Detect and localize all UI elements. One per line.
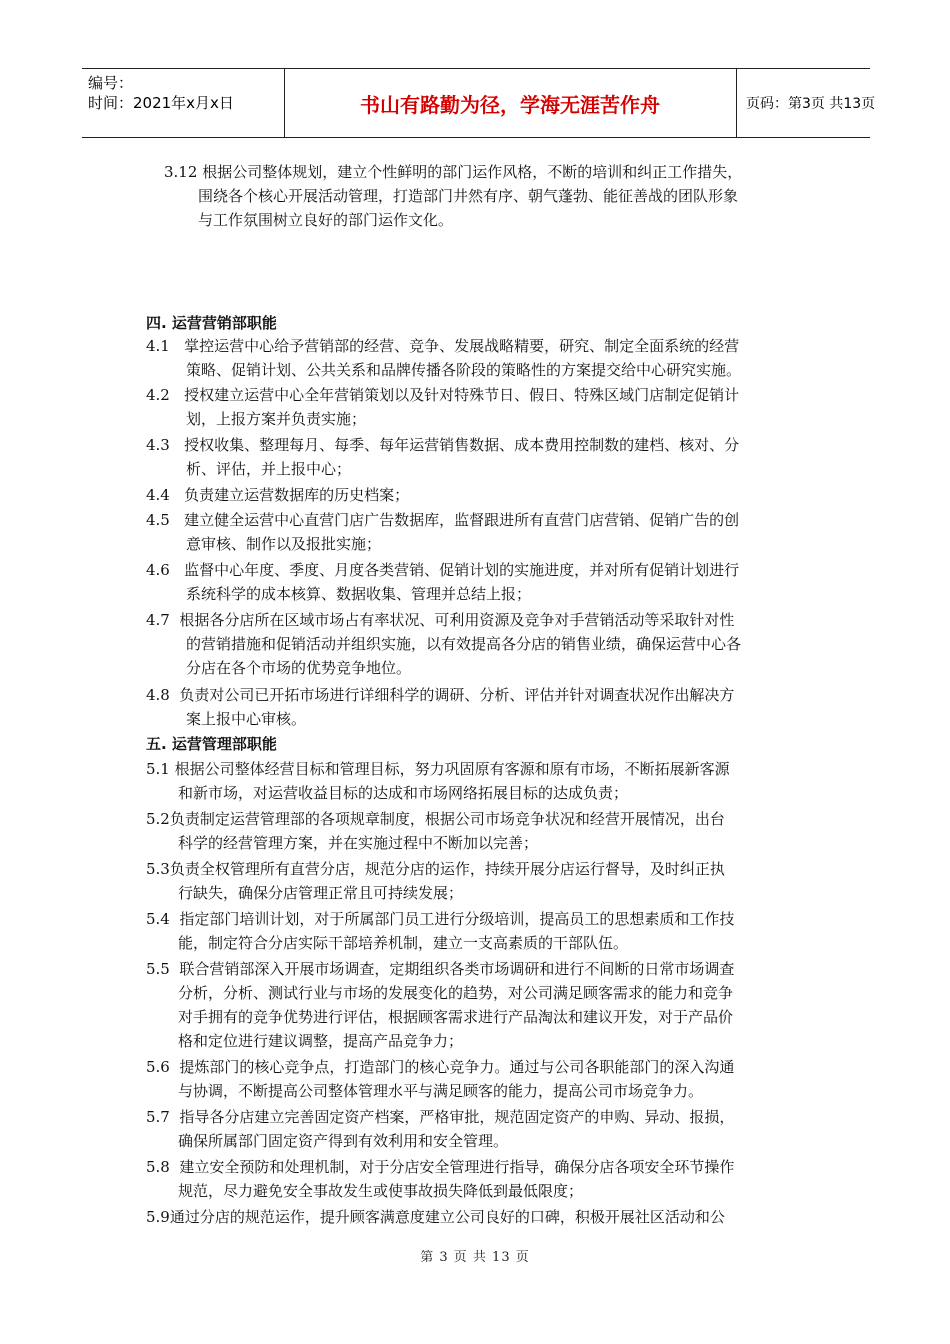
header-meta — [88, 73, 288, 113]
item-number: 4.8 — [146, 686, 170, 704]
item-5-2-line-2: 科学的经营管理方案，并在实施过程中不断加以完善； — [178, 834, 539, 852]
item-5-5 — [146, 957, 810, 981]
item-text-line: 通过分店的规范运作，提升顾客满意度建立公司良好的口碑，积极开展社区活动和公 — [169, 1208, 725, 1226]
header-divider-right — [736, 69, 737, 137]
item-5-4-line-2: 能，制定符合分店实际干部培养机制，建立一支高素质的干部队伍。 — [178, 934, 629, 952]
item-number: 5.9 — [146, 1208, 170, 1226]
item-number: 5.7 — [146, 1108, 170, 1126]
item-4-7-line-2: 的营销措施和促销活动并组织实施，以有效提高各分店的销售业绩，确保运营中心各 — [186, 635, 742, 653]
item-text-line: 授权建立运营中心全年营销策划以及针对特殊节日、假日、特殊区域门店制定促销计 — [184, 386, 740, 404]
item-4-7 — [146, 608, 810, 632]
item-5-6-line-2: 与协调，不断提高公司整体管理水平与满足顾客的能力，提高公司市场竞争力。 — [178, 1082, 704, 1100]
item-4-7-line-3: 分店在各个市场的优势竞争地位。 — [186, 659, 412, 677]
item-4-4 — [146, 483, 810, 507]
item-text-line: 建立健全运营中心直营门店广告数据库，监督跟进所有直营门店营销、促销广告的创 — [184, 511, 740, 529]
item-4-1 — [146, 334, 810, 358]
item-4-5 — [146, 508, 810, 532]
item-number: 5.3 — [146, 860, 170, 878]
item-4-1-line-2: 策略、促销计划、公共关系和品牌传播各阶段的策略性的方案提交给中心研究实施。 — [186, 361, 742, 379]
item-number: 5.1 — [146, 760, 170, 778]
item-text-line: 监督中心年度、季度、月度各类营销、促销计划的实施进度，并对所有促销计划进行 — [184, 561, 740, 579]
item-5-9 — [146, 1205, 810, 1229]
item-number: 4.5 — [146, 511, 170, 529]
item-5-5-line-2: 分析，分析、测试行业与市场的发展变化的趋势，对公司满足顾客需求的能力和竞争 — [178, 984, 734, 1002]
item-5-5-line-4: 格和定位进行建议调整，提高产品竞争力； — [178, 1032, 464, 1050]
item-5-7-line-2: 确保所属部门固定资产得到有效利用和安全管理。 — [178, 1132, 509, 1150]
item-text-line: 负责建立运营数据库的历史档案； — [184, 486, 410, 504]
item-5-3 — [146, 857, 810, 881]
item-5-1-line-2: 和新市场，对运营收益目标的达成和市场网络拓展目标的达成负责； — [178, 784, 629, 802]
item-text-line: 掌控运营中心给予营销部的经营、竞争、发展战略精要，研究、制定全面系统的经营 — [184, 337, 740, 355]
document-time-label: 时间：2021年x月x日 — [88, 94, 234, 112]
item-4-8-line-2: 案上报中心审核。 — [186, 710, 307, 728]
item-text-line: 根据各分店所在区域市场占有率状况、可利用资源及竞争对手营销活动等采取针对性 — [179, 611, 735, 629]
item-5-6 — [146, 1055, 810, 1079]
item-4-5-line-2: 意审核、制作以及报批实施； — [186, 535, 382, 553]
item-text-line: 负责全权管理所有直营分店，规范分店的运作，持续开展分店运行督导，及时纠正执 — [169, 860, 725, 878]
item-text-line: 根据公司整体经营目标和管理目标，努力巩固原有客源和原有市场，不断拓展新客源 — [174, 760, 730, 778]
paragraph-3-12 — [164, 160, 828, 184]
item-5-8 — [146, 1155, 810, 1179]
item-5-5-line-3: 对手拥有的竞争优势进行评估，根据顾客需求进行产品淘汰和建议开发，对于产品价 — [178, 1008, 734, 1026]
item-5-1 — [146, 757, 810, 781]
item-5-2 — [146, 807, 810, 831]
item-number: 5.6 — [146, 1058, 170, 1076]
section-4-heading: 四. 运营营销部职能 — [146, 314, 277, 332]
item-text-line: 负责对公司已开拓市场进行详细科学的调研、分析、评估并针对调查状况作出解决方 — [179, 686, 735, 704]
item-text-line: 负责制定运营管理部的各项规章制度，根据公司市场竞争状况和经营开展情况，出台 — [169, 810, 725, 828]
item-4-3 — [146, 433, 810, 457]
item-number: 4.1 — [146, 337, 170, 355]
header-motto: 书山有路勤为径，学海无涯苦作舟 — [360, 92, 660, 117]
item-text-line: 建立安全预防和处理机制，对于分店安全管理进行指导，确保分店各项安全环节操作 — [179, 1158, 735, 1176]
item-5-3-line-2: 行缺失，确保分店管理正常且可持续发展； — [178, 884, 464, 902]
item-number: 4.2 — [146, 386, 170, 404]
item-4-3-line-2: 析、评估，并上报中心； — [186, 460, 352, 478]
document-number-label: 编号： — [88, 74, 134, 92]
item-4-2-line-2: 划，上报方案并负责实施； — [186, 410, 367, 428]
item-number: 3.12 — [164, 163, 198, 181]
item-5-4 — [146, 907, 810, 931]
paragraph-3-12-line-2: 围绕各个核心开展活动管理，打造部门井然有序、朝气蓬勃、能征善战的团队形象 — [198, 187, 739, 205]
item-5-8-line-2: 规范，尽力避免安全事故发生或使事故损失降低到最低限度； — [178, 1182, 584, 1200]
section-5-heading: 五. 运营管理部职能 — [146, 735, 277, 753]
item-text-line: 提炼部门的核心竞争点，打造部门的核心竞争力。通过与公司各职能部门的深入沟通 — [179, 1058, 735, 1076]
header-page-info: 页码：第3页 共13页 — [746, 96, 876, 112]
item-number: 4.3 — [146, 436, 170, 454]
item-4-6-line-2: 系统科学的成本核算、数据收集、管理并总结上报； — [186, 585, 532, 603]
page-header — [82, 68, 876, 138]
item-5-7 — [146, 1105, 810, 1129]
item-text-line: 联合营销部深入开展市场调查，定期组织各类市场调研和进行不间断的日常市场调查 — [179, 960, 735, 978]
item-text-line: 根据公司整体规划，建立个性鲜明的部门运作风格，不断的培训和纠正工作措失， — [202, 163, 743, 181]
item-4-6 — [146, 558, 810, 582]
item-text-line: 指定部门培训计划，对于所属部门员工进行分级培训，提高员工的思想素质和工作技 — [179, 910, 735, 928]
item-number: 4.7 — [146, 611, 170, 629]
item-4-2 — [146, 383, 810, 407]
item-number: 5.4 — [146, 910, 170, 928]
page-footer: 第 3 页 共 13 页 — [420, 1250, 530, 1265]
item-number: 5.8 — [146, 1158, 170, 1176]
item-4-8 — [146, 683, 810, 707]
item-text-line: 指导各分店建立完善固定资产档案，严格审批，规范固定资产的申购、异动、报损， — [179, 1108, 735, 1126]
item-number: 5.5 — [146, 960, 170, 978]
paragraph-3-12-line-3: 与工作氛围树立良好的部门运作文化。 — [198, 211, 454, 229]
item-number: 4.6 — [146, 561, 170, 579]
item-text-line: 授权收集、整理每月、每季、每年运营销售数据、成本费用控制数的建档、核对、分 — [184, 436, 740, 454]
item-number: 4.4 — [146, 486, 170, 504]
item-number: 5.2 — [146, 810, 170, 828]
